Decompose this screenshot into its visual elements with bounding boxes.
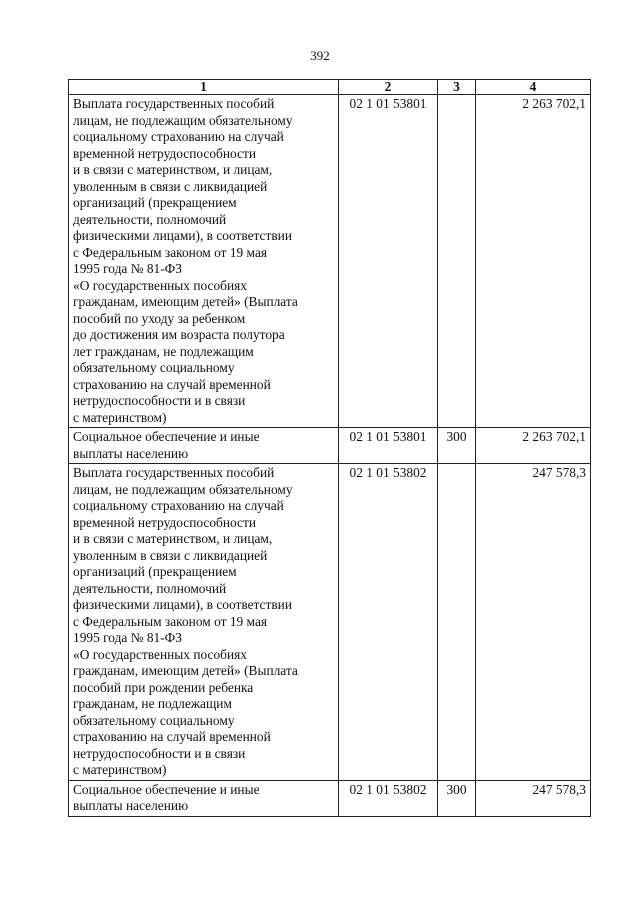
- row-type: [438, 95, 476, 428]
- header-row: [69, 80, 591, 95]
- column-header-1: 1: [69, 80, 339, 95]
- row-amount: 2 263 702,1: [476, 95, 591, 428]
- row-amount: 247 578,3: [476, 780, 591, 816]
- row-amount: 247 578,3: [476, 464, 591, 781]
- table-row: [69, 428, 591, 464]
- table-row: [69, 780, 591, 816]
- column-header-2: 2: [339, 80, 438, 95]
- column-header-3: 3: [438, 80, 476, 95]
- row-type: 300: [438, 780, 476, 816]
- row-amount: 2 263 702,1: [476, 428, 591, 464]
- table-row: [69, 95, 591, 428]
- row-code: 02 1 01 53801: [339, 95, 438, 428]
- row-type: [438, 464, 476, 781]
- row-name: Социальное обеспечение и иные выплаты населению: [69, 780, 339, 816]
- row-name: Социальное обеспечение и иные выплаты населению: [69, 428, 339, 464]
- budget-table: [68, 79, 591, 817]
- row-name: Выплата государственных пособий лицам, не подлежащим обязательному социальному страхованию на случай временной нетрудоспособности и в связи с материнством, и лицам, уволенным в связи с ликвидацией организаций (прекращением деятельности, полномочий физическими лицами), в соответствии с Федеральным законом от 19 мая 1995 года № 81-ФЗ «О государственных пособиях гражданам, имеющим детей» (Выплата пособий по уходу за ребенком до достижения им возраста полутора лет гражданам, не подлежащим обязательному социальному страхованию на случай временной нетрудоспособности и в связи с материнством): [69, 95, 339, 428]
- page-number: 392: [310, 48, 330, 63]
- row-code: 02 1 01 53802: [339, 780, 438, 816]
- row-name: Выплата государственных пособий лицам, не подлежащим обязательному социальному страхованию на случай временной нетрудоспособности и в связи с материнством, и лицам, уволенным в связи с ликвидацией организаций (прекращением деятельности, полномочий физическими лицами), в соответствии с Федеральным законом от 19 мая 1995 года № 81-ФЗ «О государственных пособиях гражданам, имеющим детей» (Выплата пособий при рождении ребенка гражданам, не подлежащим обязательному социальному страхованию на случай временной нетрудоспособности и в связи с материнством): [69, 464, 339, 781]
- column-header-4: 4: [476, 80, 591, 95]
- row-type: 300: [438, 428, 476, 464]
- row-code: 02 1 01 53802: [339, 464, 438, 781]
- row-code: 02 1 01 53801: [339, 428, 438, 464]
- table-row: [69, 464, 591, 781]
